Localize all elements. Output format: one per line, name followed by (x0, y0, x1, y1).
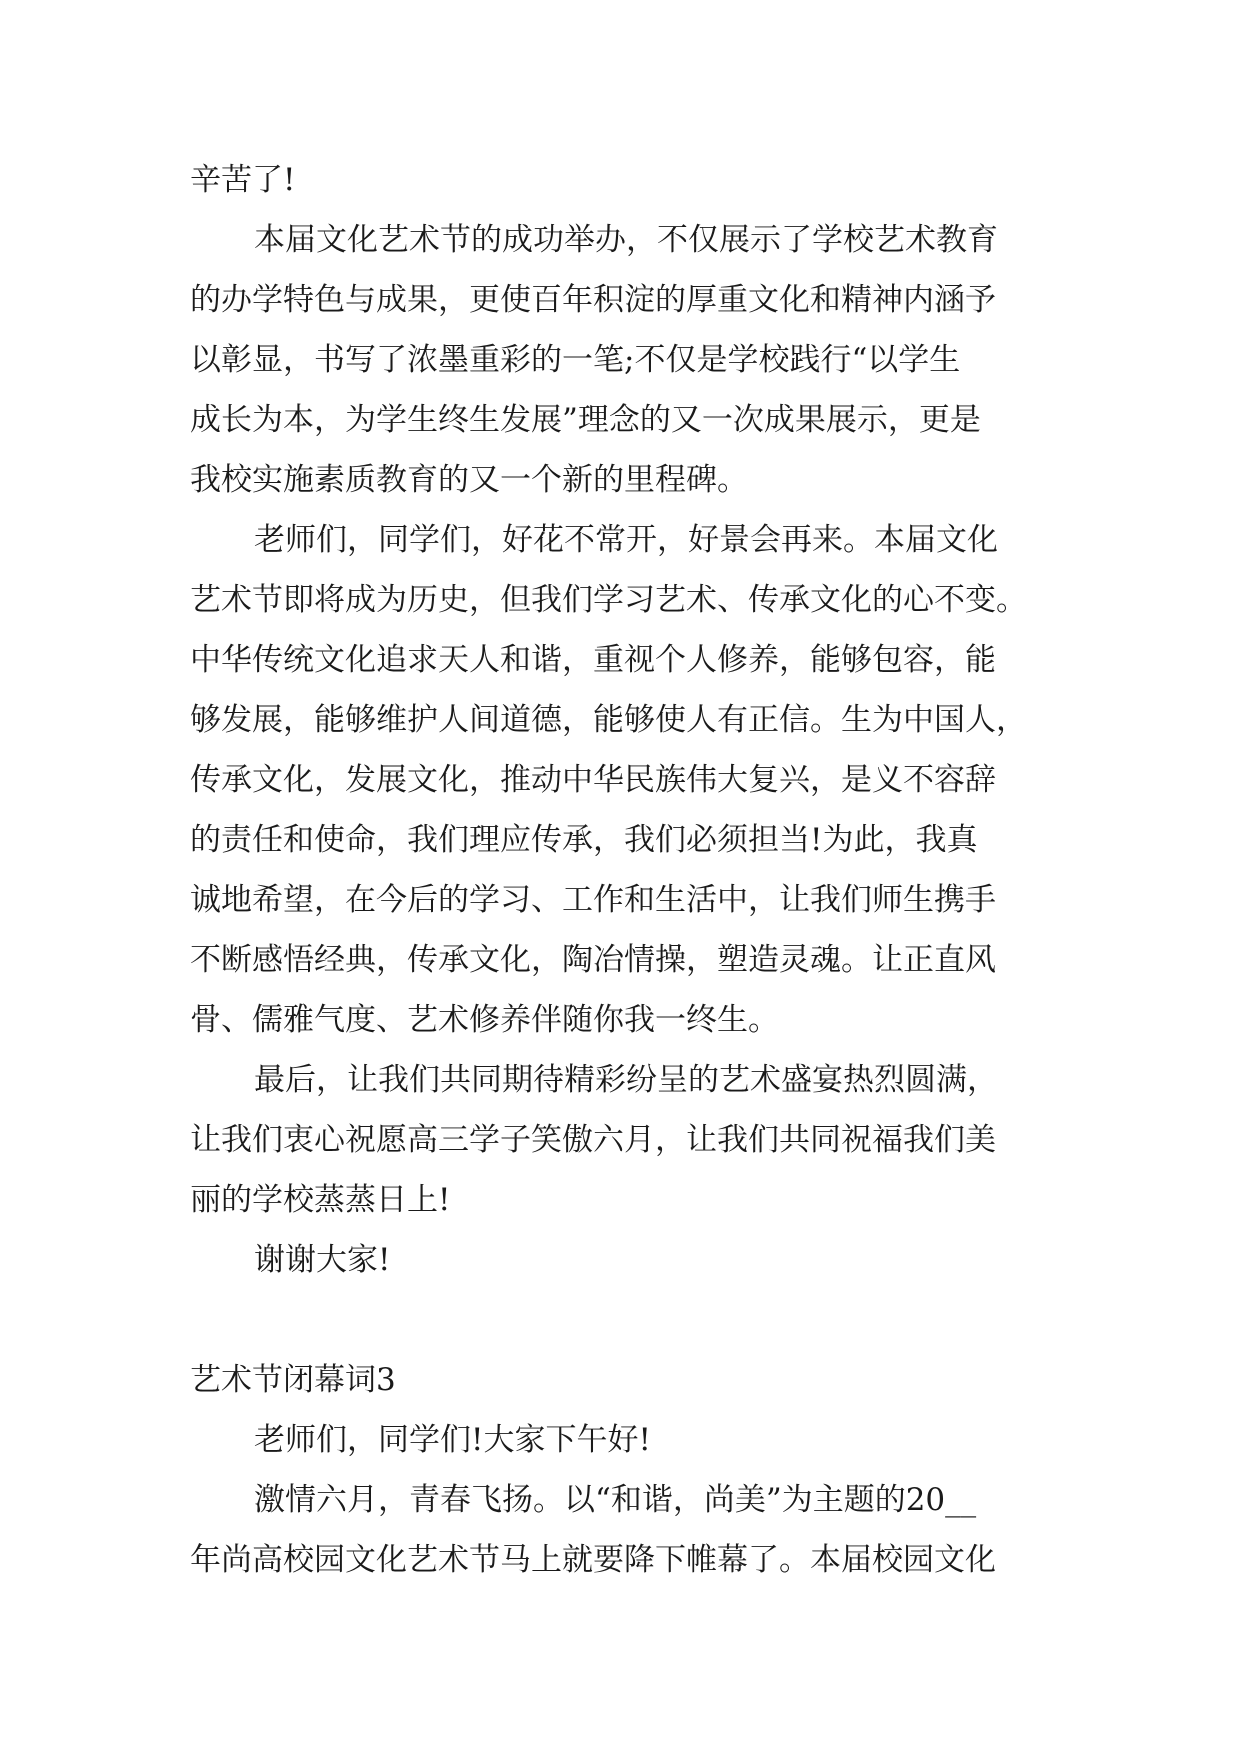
text-line: 以彰显，书写了浓墨重彩的一笔;不仅是学校践行“以学生 (190, 342, 961, 378)
text-line: 年尚高校园文化艺术节马上就要降下帷幕了。本届校园文化 (190, 1542, 996, 1578)
section-heading: 艺术节闭幕词3 (190, 1362, 396, 1398)
text-line: 传承文化，发展文化，推动中华民族伟大复兴，是义不容辞 (190, 762, 996, 798)
text-line: 我校实施素质教育的又一个新的里程碑。 (190, 462, 748, 498)
text-line: 诚地希望，在今后的学习、工作和生活中，让我们师生携手 (190, 882, 996, 918)
text-line: 不断感悟经典，传承文化，陶冶情操，塑造灵魂。让正直风 (190, 942, 996, 978)
text-line: 辛苦了! (190, 162, 296, 198)
text-line: 丽的学校蒸蒸日上! (190, 1182, 451, 1218)
greeting-line: 老师们，同学们!大家下午好! (254, 1422, 651, 1458)
closing-line: 谢谢大家! (254, 1242, 391, 1278)
document-body (190, 150, 1050, 1590)
text-line: 够发展，能够维护人间道德，能够使人有正信。生为中国人， (190, 702, 1027, 738)
paragraph-start-line: 激情六月，青春飞扬。以“和谐，尚美”为主题的20__ (254, 1482, 977, 1518)
text-line: 的责任和使命，我们理应传承，我们必须担当!为此，我真 (190, 822, 978, 858)
paragraph-start-line: 本届文化艺术节的成功举办，不仅展示了学校艺术教育 (254, 222, 998, 258)
text-line: 的办学特色与成果，更使百年积淀的厚重文化和精神内涵予 (190, 282, 996, 318)
text-line: 中华传统文化追求天人和谐，重视个人修养，能够包容，能 (190, 642, 996, 678)
paragraph-start-line: 老师们，同学们，好花不常开，好景会再来。本届文化 (254, 522, 998, 558)
text-line: 让我们衷心祝愿高三学子笑傲六月，让我们共同祝福我们美 (190, 1122, 996, 1158)
text-line: 艺术节即将成为历史，但我们学习艺术、传承文化的心不变。 (190, 582, 1027, 618)
text-line: 骨、儒雅气度、艺术修养伴随你我一终生。 (190, 1002, 779, 1038)
text-line: 成长为本，为学生终生发展”理念的又一次成果展示，更是 (190, 402, 981, 438)
paragraph-start-line: 最后，让我们共同期待精彩纷呈的艺术盛宴热烈圆满， (254, 1062, 998, 1098)
